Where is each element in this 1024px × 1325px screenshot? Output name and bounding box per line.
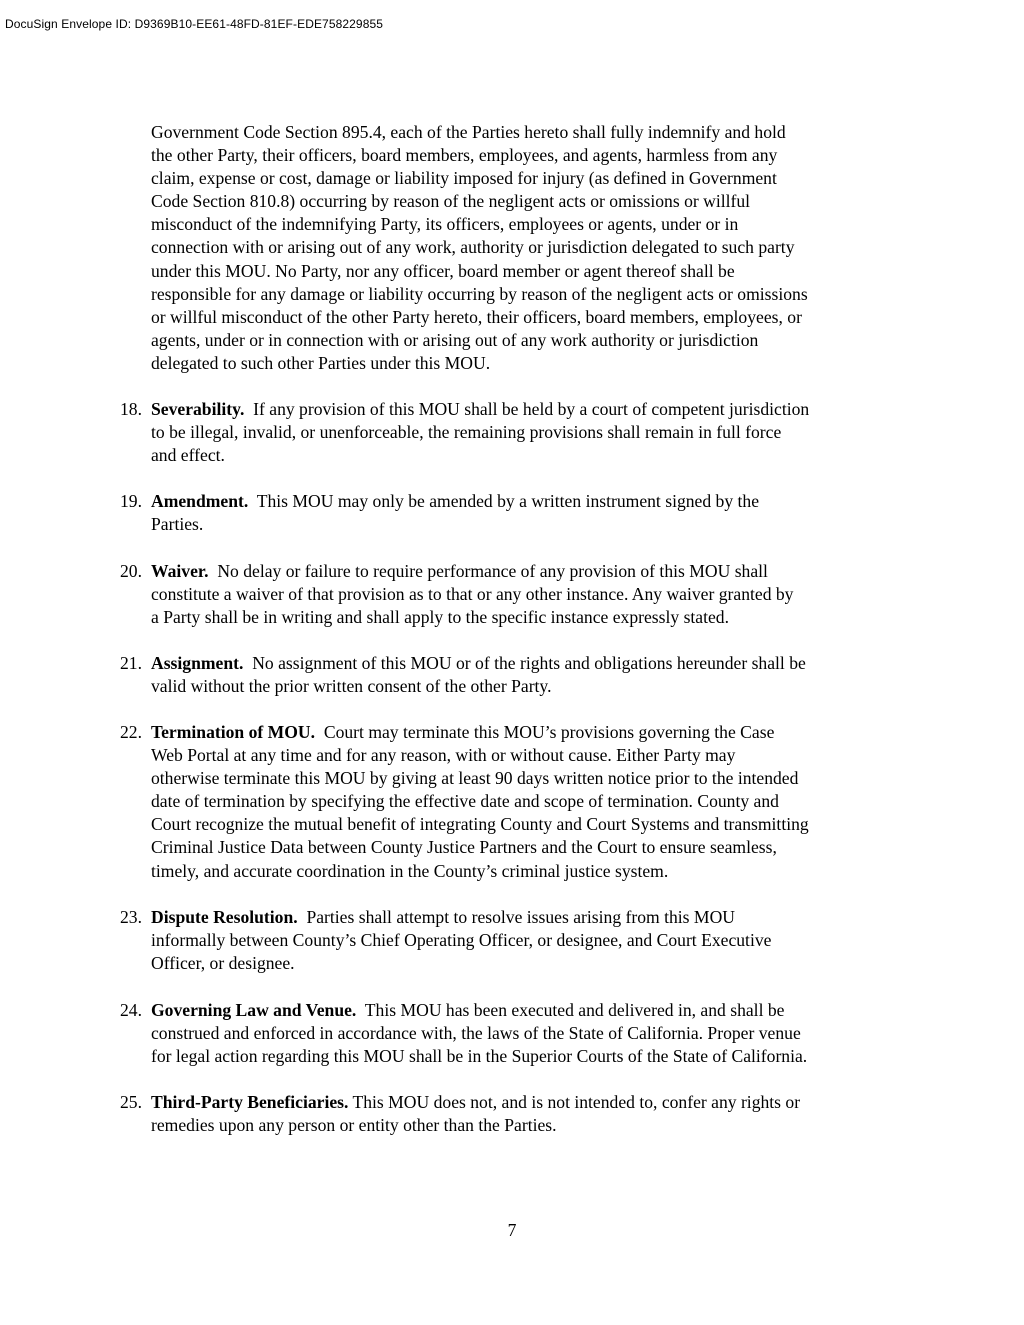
text-line: date of termination by specifying the effective date and scope of termination. County and	[151, 791, 779, 812]
section-heading: Governing Law and Venue.	[151, 1000, 357, 1020]
text-line: or willful misconduct of the other Party hereto, their officers, board members, employees, or	[151, 306, 802, 327]
section-number: 25.	[120, 1092, 142, 1112]
section-severability	[120, 398, 911, 467]
text-line: delegated to such other Parties under this MOU.	[151, 352, 491, 373]
indemnification-continuation	[151, 121, 911, 375]
text-line: Web Portal at any time and for any reason, with or without cause. Either Party may	[151, 745, 736, 766]
text-line	[151, 652, 911, 675]
section-number: 20.	[120, 561, 142, 581]
section-text: This MOU may only be amended by a written instrument signed by the	[248, 491, 760, 511]
text-line: agents, under or in connection with or arising out of any work authority or jurisdiction	[151, 329, 759, 350]
text-line	[151, 999, 911, 1022]
text-line: connection with or arising out of any work, authority or jurisdiction delegated to such party	[151, 237, 795, 258]
text-line: the other Party, their officers, board members, employees, and agents, harmless from any	[151, 145, 778, 166]
text-line: informally between County’s Chief Operating Officer, or designee, and Court Executive	[151, 930, 772, 951]
text-line: and effect.	[151, 445, 225, 466]
text-line: remedies upon any person or entity other than the Parties.	[151, 1115, 557, 1136]
text-line: Officer, or designee.	[151, 953, 295, 974]
text-line: Parties.	[151, 514, 204, 535]
section-third-party-beneficiaries	[120, 1091, 911, 1137]
text-line: to be illegal, invalid, or unenforceable, the remaining provisions shall remain in full force	[151, 422, 782, 443]
section-text: If any provision of this MOU shall be held by a court of competent jurisdiction	[244, 399, 810, 419]
text-line: otherwise terminate this MOU by giving at least 90 days written notice prior to the intended	[151, 768, 799, 789]
section-text: No assignment of this MOU or of the rights and obligations hereunder shall be	[243, 653, 806, 673]
section-number: 24.	[120, 1000, 142, 1020]
text-line: construed and enforced in accordance with, the laws of the State of California. Proper venue	[151, 1023, 801, 1044]
section-heading: Dispute Resolution.	[151, 907, 298, 927]
text-line: constitute a waiver of that provision as to that or any other instance. Any waiver granted by	[151, 584, 794, 605]
section-heading: Waiver.	[151, 561, 209, 581]
section-heading: Amendment.	[151, 491, 249, 511]
section-number: 21.	[120, 653, 142, 673]
section-assignment	[120, 652, 911, 698]
section-governing-law	[120, 999, 911, 1068]
section-text: This MOU has been executed and delivered in, and shall be	[356, 1000, 785, 1020]
section-number: 18.	[120, 399, 142, 419]
text-line: Court recognize the mutual benefit of integrating County and Court Systems and transmitting	[151, 814, 809, 835]
text-line: timely, and accurate coordination in the County’s criminal justice system.	[151, 860, 669, 881]
section-number: 23.	[120, 907, 142, 927]
text-line: responsible for any damage or liability occurring by reason of the negligent acts or omissions	[151, 283, 808, 304]
text-line	[151, 490, 911, 513]
section-amendment	[120, 490, 911, 536]
section-heading: Severability.	[151, 399, 245, 419]
text-line: under this MOU. No Party, nor any officer, board member or agent thereof shall be	[151, 260, 735, 281]
section-heading: Third-Party Beneficiaries.	[151, 1092, 349, 1112]
text-line: Government Code Section 895.4, each of the Parties hereto shall fully indemnify and hold	[151, 122, 786, 142]
section-heading: Termination of MOU.	[151, 722, 316, 742]
section-heading: Assignment.	[151, 653, 244, 673]
section-termination	[120, 721, 911, 883]
section-text: This MOU does not, and is not intended to, confer any rights or	[348, 1092, 801, 1112]
text-line: a Party shall be in writing and shall apply to the specific instance expressly stated.	[151, 607, 729, 628]
text-line	[151, 721, 911, 744]
docusign-envelope-id: DocuSign Envelope ID: D9369B10-EE61-48FD-81EF-EDE758229855	[5, 17, 384, 31]
text-line	[151, 560, 911, 583]
section-number: 22.	[120, 722, 142, 742]
section-dispute-resolution	[120, 906, 911, 975]
text-line: Code Section 810.8) occurring by reason of the negligent acts or omissions or willful	[151, 191, 751, 212]
text-line: Criminal Justice Data between County Justice Partners and the Court to ensure seamless,	[151, 837, 777, 858]
section-text: Court may terminate this MOU’s provisions governing the Case	[315, 722, 775, 742]
section-text: Parties shall attempt to resolve issues arising from this MOU	[297, 907, 735, 927]
text-line	[151, 398, 911, 421]
section-text: No delay or failure to require performance of any provision of this MOU shall	[208, 561, 768, 581]
text-line: misconduct of the indemnifying Party, its officers, employees or agents, under or in	[151, 214, 739, 235]
text-line	[151, 906, 911, 929]
section-waiver	[120, 560, 911, 629]
text-line: valid without the prior written consent of the other Party.	[151, 676, 552, 697]
page-number: 7	[507, 1220, 517, 1240]
section-number: 19.	[120, 491, 142, 511]
text-line: claim, expense or cost, damage or liability imposed for injury (as defined in Government	[151, 168, 777, 189]
text-line: for legal action regarding this MOU shall be in the Superior Courts of the State of California.	[151, 1046, 808, 1067]
text-line	[151, 1091, 911, 1114]
